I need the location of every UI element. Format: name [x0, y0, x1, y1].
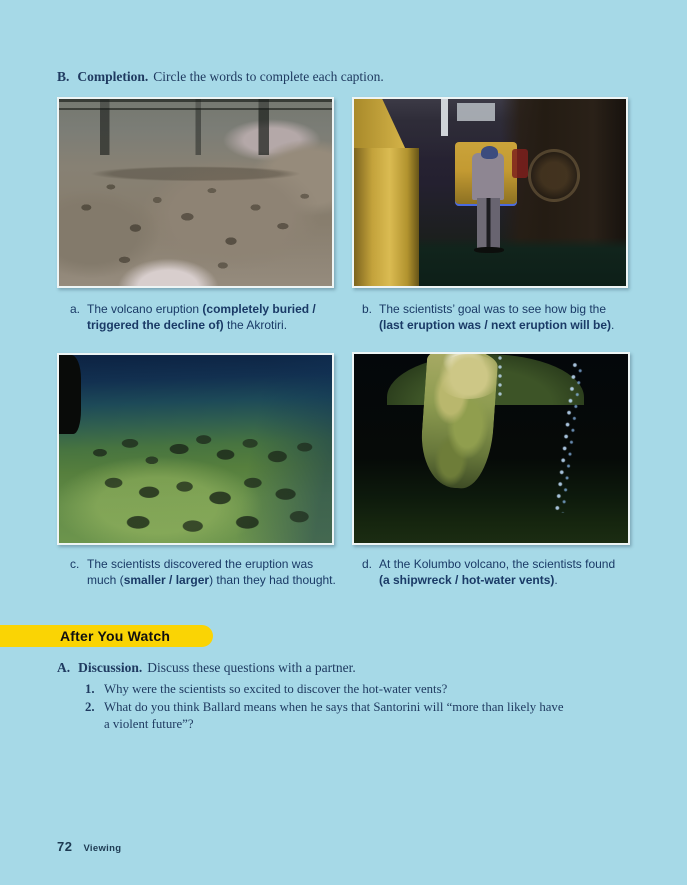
photo-c-rocks — [59, 355, 332, 543]
page-number: 72 — [57, 839, 73, 854]
page-footer — [57, 839, 121, 854]
caption-a — [70, 302, 332, 333]
after-you-watch-banner — [0, 625, 213, 647]
photo-d-vent-top — [436, 354, 502, 399]
photo-b-scientist — [472, 153, 503, 200]
photo-akrotiri-ruins — [57, 97, 334, 288]
caption-b — [362, 302, 630, 333]
caption-b-text: The scientists’ goal was to see how big the (last eruption was / next eruption will be). — [379, 302, 615, 332]
photo-b-red-gear — [512, 149, 528, 177]
completion-instructions: Circle the words to complete each caption. — [153, 69, 384, 84]
photo-hot-water-vent — [352, 352, 630, 545]
completion-heading — [57, 68, 384, 85]
discussion-instructions: Discuss these questions with a partner. — [147, 660, 356, 675]
completion-label: B. — [57, 69, 70, 84]
photo-b-machinery — [354, 148, 419, 286]
photo-a-rock-texture — [59, 99, 332, 286]
caption-a-text: The volcano eruption (completely buried / triggered the decline of) the Akrotiri. — [87, 302, 316, 332]
question-1-text: Why were the scientists so excited to discover the hot-water vents? — [104, 682, 448, 696]
photo-b-scientist-cap — [481, 146, 498, 159]
completion-title: Completion. — [77, 69, 149, 84]
discussion-question-1 — [85, 681, 585, 698]
photo-c-rov-arm — [59, 355, 81, 434]
discussion-title: Discussion. — [78, 660, 143, 675]
caption-b-letter: b. — [362, 302, 373, 316]
photo-b-scientist-legs — [477, 198, 500, 248]
caption-d-letter: d. — [362, 557, 373, 571]
discussion-question-2 — [85, 699, 573, 732]
discussion-heading — [57, 659, 356, 676]
after-you-watch-title: After You Watch — [60, 628, 171, 644]
caption-a-letter: a. — [70, 302, 81, 316]
caption-d-text: At the Kolumbo volcano, the scientists found (a shipwreck / hot-water vents). — [379, 557, 616, 587]
question-2-number: 2. — [85, 700, 95, 714]
photo-b-cabin — [457, 103, 495, 122]
section-label: Viewing — [83, 843, 122, 854]
photo-b-scientist-shoes — [474, 247, 504, 254]
caption-d — [362, 557, 630, 588]
caption-c-text: The scientists discovered the eruption was much (smaller / larger) than they had thought. — [87, 557, 336, 587]
photo-ship-deck — [352, 97, 628, 288]
question-1-number: 1. — [85, 682, 95, 696]
photo-seafloor — [57, 353, 334, 545]
question-2-text: What do you think Ballard means when he says that Santorini will “more than likely have a violent future”? — [104, 700, 564, 731]
discussion-label: A. — [57, 660, 71, 675]
photo-d-bubble-stream-top — [496, 354, 508, 399]
photo-b-mast — [441, 99, 448, 136]
caption-c — [70, 557, 342, 588]
caption-c-letter: c. — [70, 557, 80, 571]
